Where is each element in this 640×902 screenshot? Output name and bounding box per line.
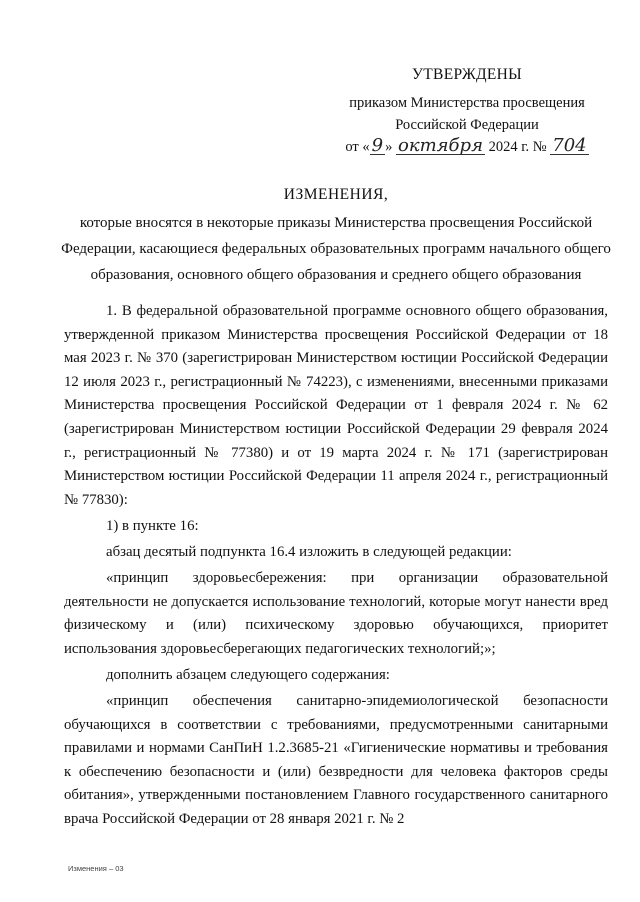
footer-label: Изменения – 03 [68, 864, 124, 873]
body-paragraph: дополнить абзацем следующего содержания: [106, 666, 390, 683]
document-body [64, 300, 608, 834]
heading-title: ИЗМЕНЕНИЯ, [283, 186, 389, 203]
handwritten-month: октября [397, 135, 483, 156]
approval-line-2: Российской Федерации [395, 117, 539, 133]
document-heading [60, 182, 612, 288]
date-mid: » [385, 139, 393, 155]
body-paragraph: «принцип здоровьесбережения: при организации образовательной деятельности не допускается использование технологий, которые могут нанести вред физическому и (или) психическому здоровью обучающихся, приоритет использования здоровьесберегающих педагогических технологий;»; [64, 570, 608, 657]
body-paragraph: 1. В федеральной образовательной программе основного общего образования, утвержденной приказом Министерства просвещения Российской Федерации от 18 мая 2023 г. № 370 (зарегистрирован Министерством юстиции Российской Федерации 12 июля 2023 г., регистрационный № 74223), с изменениями, внесенными приказами Министерства просвещения Российской Федерации от 1 февраля 2024 г. № 62 (зарегистрирован Министерством юстиции Российской Федерации 29 февраля 2024 г., регистрационный № 77380) и от 19 марта 2024 г. № 171 (зарегистрирован Министерством юстиции Российской Федерации 11 апреля 2024 г., регистрационный № 77830): [64, 303, 608, 508]
handwritten-day: 9 [371, 135, 384, 156]
approval-block [322, 64, 612, 158]
body-paragraph: «принцип обеспечения санитарно-эпидемиологической безопасности обучающихся в соответствии с требованиями, предусмотренными санитарными правилами и нормами СанПиН 1.2.3685-21 «Гигиенические нормативы и требования к обеспечению безопасности и (или) безвредности для человека факторов среды обитания», утвержденными постановлением Главного государственного санитарного врача Российской Федерации от 28 января 2021 г. № 2 [64, 693, 608, 827]
approval-date-line [322, 136, 612, 158]
body-paragraph: абзац десятый подпункта 16.4 изложить в следующей редакции: [106, 543, 512, 560]
approval-title: УТВЕРЖДЕНЫ [412, 66, 522, 83]
heading-subtitle: которые вносятся в некоторые приказы Министерства просвещения Российской Федерации, касающиеся федеральных образовательных программ начального общего образования, основного общего образования и среднего общего образования [61, 215, 611, 283]
date-prefix: от « [345, 139, 370, 155]
body-paragraph: 1) в пункте 16: [106, 517, 199, 534]
handwritten-number: 704 [552, 135, 587, 156]
approval-line-1: приказом Министерства просвещения [349, 95, 585, 111]
date-year: 2024 г. № [488, 139, 547, 155]
